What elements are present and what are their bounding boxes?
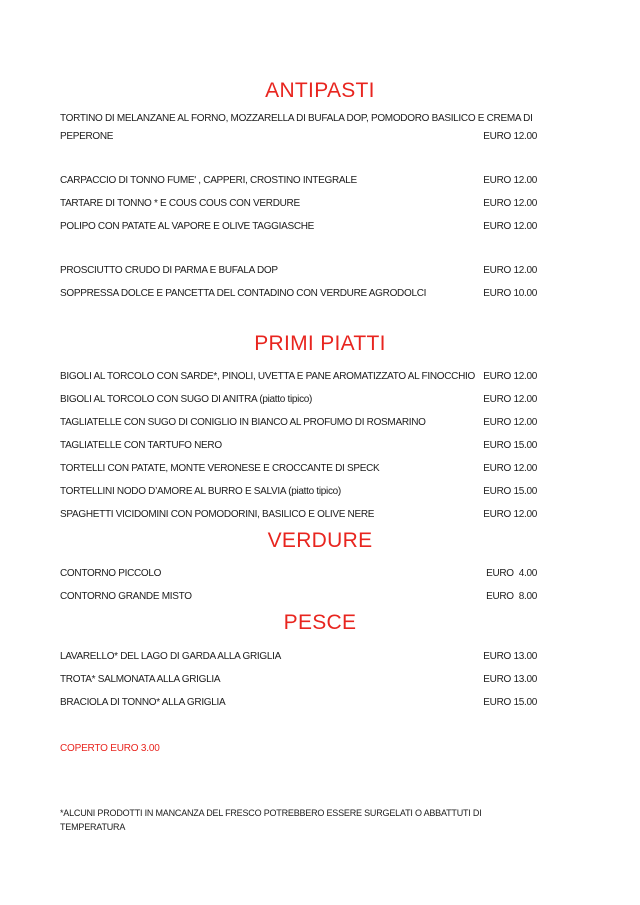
frozen-products-footnote: *ALCUNI PRODOTTI IN MANCANZA DEL FRESCO POTREBBERO ESSERE SURGELATI O ABBATTUTI DI TEMPERATURA <box>60 808 482 832</box>
item-price: EURO 4.00 <box>486 568 537 579</box>
section-title-pesce: PESCE <box>283 611 357 634</box>
item-name: TROTA* SALMONATA ALLA GRIGLIA <box>60 674 221 685</box>
menu-item-row <box>60 694 537 712</box>
item-name: CARPACCIO DI TONNO FUME' , CAPPERI, CROSTINO INTEGRALE <box>60 175 357 186</box>
menu-item-row <box>60 262 537 280</box>
section-title-verdure: VERDURE <box>267 529 373 552</box>
item-name: TORTINO DI MELANZANE AL FORNO, MOZZARELLA DI BUFALA DOP, POMODORO BASILICO E CREMA DI PEPERONE <box>60 113 533 142</box>
item-price: EURO 12.00 <box>483 509 537 520</box>
menu-item-row <box>60 195 537 213</box>
item-price: EURO 12.00 <box>483 394 537 405</box>
item-price: EURO 12.00 <box>483 198 537 209</box>
item-price: EURO 12.00 <box>483 417 537 428</box>
item-name: BIGOLI AL TORCOLO CON SARDE*, PINOLI, UVETTA E PANE AROMATIZZATO AL FINOCCHIO <box>60 371 475 382</box>
item-price: EURO 10.00 <box>483 288 537 299</box>
item-name: SPAGHETTI VICIDOMINI CON POMODORINI, BASILICO E OLIVE NERE <box>60 509 375 520</box>
section-title-primi-piatti: PRIMI PIATTI <box>254 332 386 355</box>
item-name: TARTARE DI TONNO * E COUS COUS CON VERDURE <box>60 198 300 209</box>
item-price: EURO 15.00 <box>483 440 537 451</box>
section-title-antipasti: ANTIPASTI <box>265 79 375 102</box>
item-name: SOPPRESSA DOLCE E PANCETTA DEL CONTADINO CON VERDURE AGRODOLCI <box>60 288 427 299</box>
item-price: EURO 13.00 <box>483 651 537 662</box>
item-price: EURO 8.00 <box>486 591 537 602</box>
item-price: EURO 15.00 <box>483 486 537 497</box>
menu-item-row <box>60 483 537 501</box>
menu-item-row <box>60 506 537 524</box>
item-name: BRACIOLA DI TONNO* ALLA GRIGLIA <box>60 697 226 708</box>
item-name: BIGOLI AL TORCOLO CON SUGO DI ANITRA (piatto tipico) <box>60 394 313 405</box>
menu-item-row <box>60 671 537 689</box>
menu-item-row <box>60 414 537 432</box>
item-name: CONTORNO GRANDE MISTO <box>60 591 192 602</box>
item-name: LAVARELLO* DEL LAGO DI GARDA ALLA GRIGLIA <box>60 651 281 662</box>
item-name: POLIPO CON PATATE AL VAPORE E OLIVE TAGGIASCHE <box>60 221 315 232</box>
item-price: EURO 12.00 <box>483 265 537 276</box>
item-name: TORTELLI CON PATATE, MONTE VERONESE E CROCCANTE DI SPECK <box>60 463 380 474</box>
item-price: EURO 12.00 <box>483 371 537 382</box>
menu-content <box>60 0 537 834</box>
item-name: TAGLIATELLE CON TARTUFO NERO <box>60 440 222 451</box>
menu-item-row <box>60 565 537 583</box>
menu-item-row <box>60 391 537 409</box>
cover-charge-note: COPERTO EURO 3.00 <box>60 743 160 754</box>
item-price: EURO 13.00 <box>483 674 537 685</box>
item-price: EURO 12.00 <box>483 131 537 142</box>
menu-item-row <box>60 460 537 478</box>
item-name: TORTELLINI NODO D’AMORE AL BURRO E SALVIA (piatto tipico) <box>60 486 341 497</box>
item-name: TAGLIATELLE CON SUGO DI CONIGLIO IN BIANCO AL PROFUMO DI ROSMARINO <box>60 417 426 428</box>
item-price: EURO 12.00 <box>483 221 537 232</box>
item-price: EURO 15.00 <box>483 697 537 708</box>
item-name: PROSCIUTTO CRUDO DI PARMA E BUFALA DOP <box>60 265 278 276</box>
menu-item-row <box>60 437 537 455</box>
menu-item-row <box>60 588 537 606</box>
menu-item-row <box>60 285 537 303</box>
item-price: EURO 12.00 <box>483 175 537 186</box>
item-name: CONTORNO PICCOLO <box>60 568 162 579</box>
item-price: EURO 12.00 <box>483 463 537 474</box>
menu-item-row <box>60 110 537 146</box>
menu-item-row <box>60 172 537 190</box>
menu-item-row <box>60 648 537 666</box>
menu-item-row <box>60 218 537 236</box>
menu-item-row <box>60 368 537 386</box>
